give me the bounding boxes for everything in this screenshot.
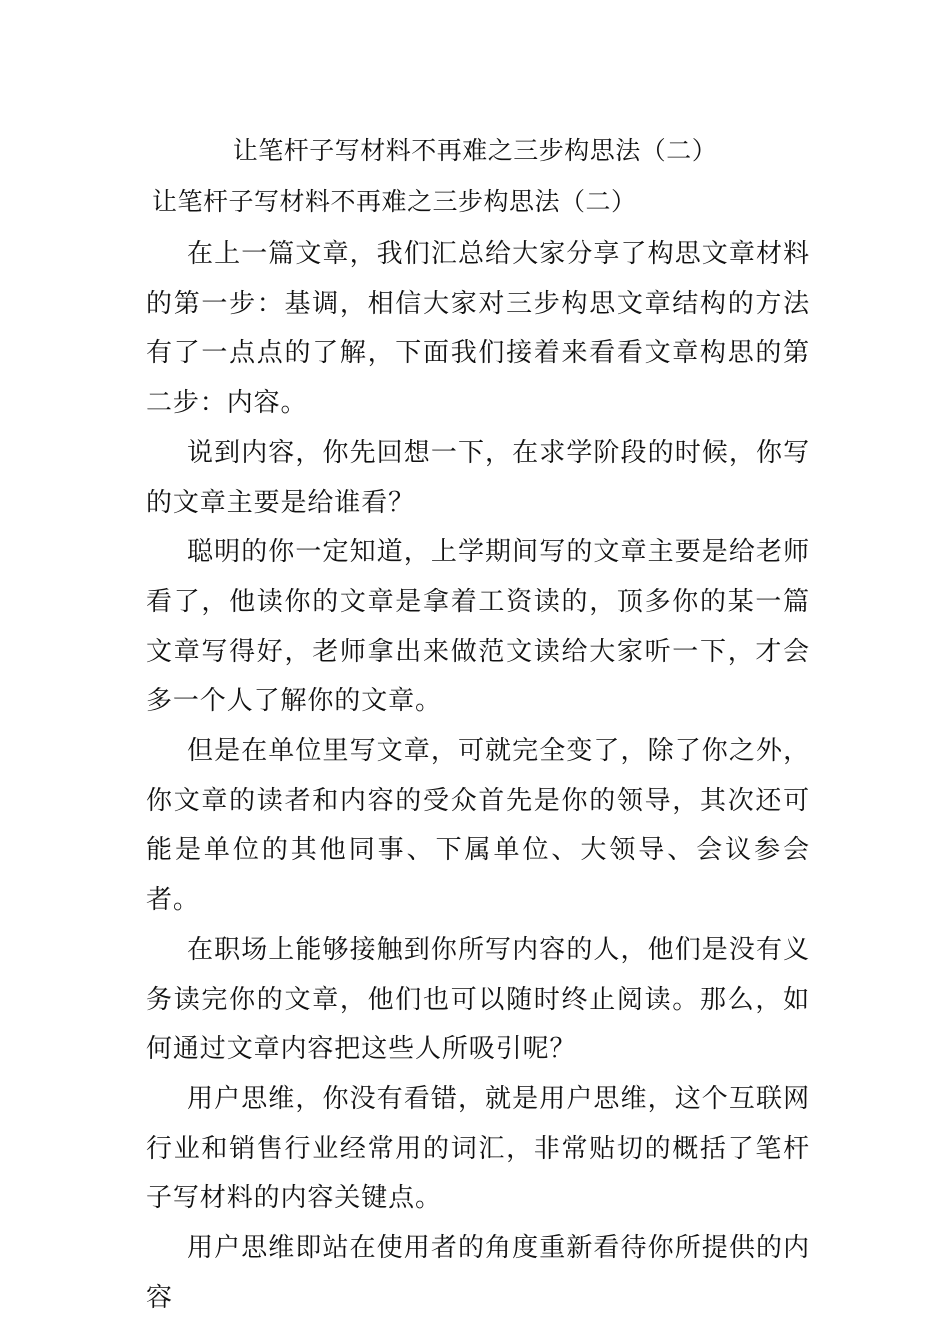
paragraph: 在职场上能够接触到你所写内容的人，他们是没有义务读完你的文章，他们也可以随时终止阅读。那么，如何通过文章内容把这些人所吸引呢？ (146, 934, 810, 1065)
document-title: 让笔杆子写材料不再难之三步构思法（二） (232, 136, 718, 165)
paragraph: 在上一篇文章，我们汇总给大家分享了构思文章材料的第一步：基调，相信大家对三步构思文章结构的方法有了一点点的了解，下面我们接着来看看文章构思的第二步：内容。 (146, 239, 810, 419)
paragraph: 但是在单位里写文章，可就完全变了，除了你之外，你文章的读者和内容的受众首先是你的领导，其次还可能是单位的其他同事、下属单位、大领导、会议参会者。 (146, 736, 810, 916)
document-subtitle: 让笔杆子写材料不再难之三步构思法（二） (152, 187, 637, 216)
paragraph: 用户思维，你没有看错，就是用户思维，这个互联网行业和销售行业经常用的词汇，非常贴切的概括了笔杆子写材料的内容关键点。 (146, 1083, 810, 1214)
paragraph: 说到内容，你先回想一下，在求学阶段的时候，你写的文章主要是给谁看？ (146, 437, 810, 518)
paragraph: 聪明的你一定知道，上学期间写的文章主要是给老师看了，他读你的文章是拿着工资读的，顶多你的某一篇文章写得好，老师拿出来做范文读给大家听一下，才会多一个人了解你的文章。 (146, 537, 810, 717)
document-body (146, 230, 810, 1323)
paragraph: 用户思维即站在使用者的角度重新看待你所提供的内容 (146, 1233, 810, 1313)
